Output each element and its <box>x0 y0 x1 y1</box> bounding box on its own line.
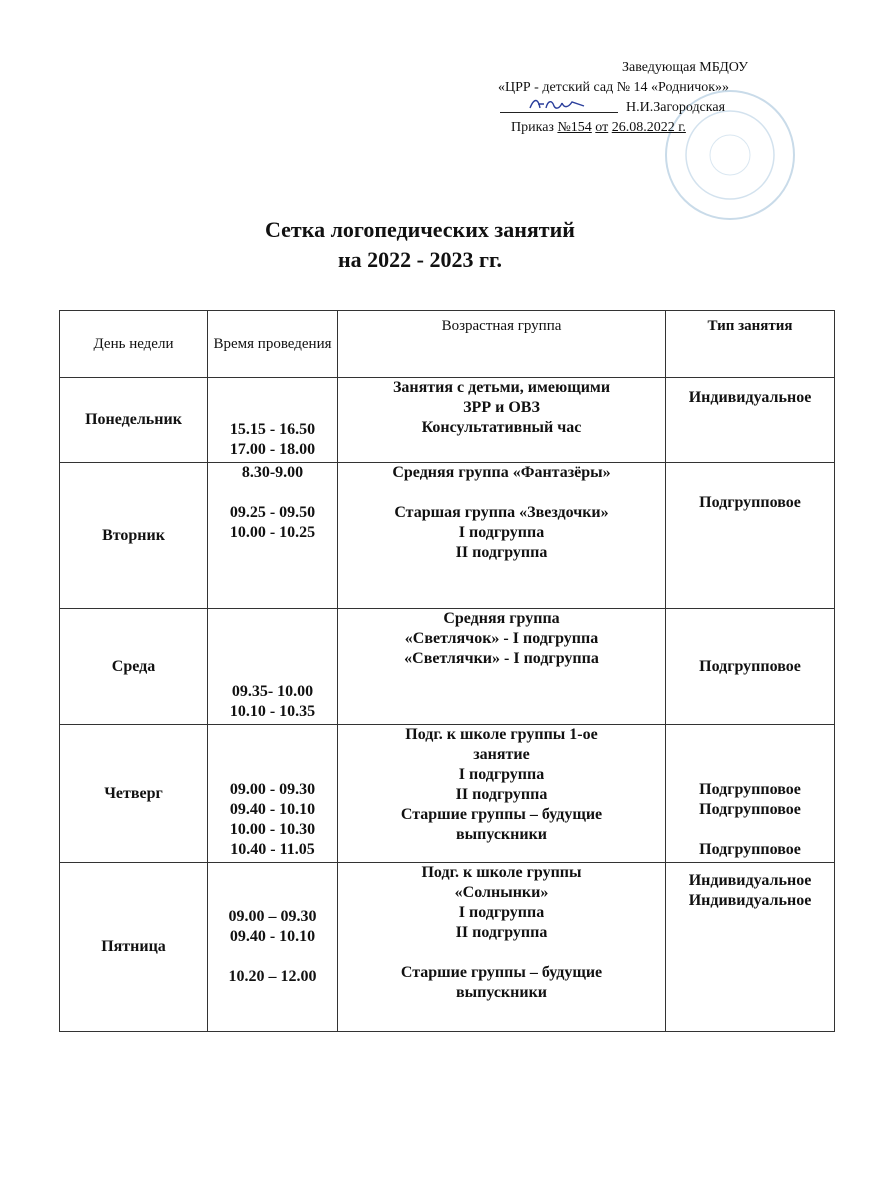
type-line: Индивидуальное <box>688 872 812 889</box>
type-cell <box>666 863 835 1032</box>
table-row <box>60 863 835 1032</box>
title-line-1: Сетка логопедических занятий <box>265 217 575 242</box>
group-line: выпускники <box>455 984 548 1001</box>
day-cell: Понедельник <box>60 378 208 463</box>
time-line: 10.40 - 11.05 <box>230 841 315 858</box>
order-from: от <box>595 120 609 135</box>
day-cell: Среда <box>60 609 208 725</box>
table-row <box>60 725 835 863</box>
type-line: Подгрупповое <box>699 801 801 818</box>
type-line: Подгрупповое <box>699 494 801 511</box>
time-cell <box>208 725 338 863</box>
approval-position: Заведующая МБДОУ <box>622 60 749 75</box>
group-line: II подгруппа <box>455 544 548 561</box>
schedule-table <box>59 310 835 1032</box>
group-line: II подгруппа <box>455 786 548 803</box>
group-cell <box>338 609 666 725</box>
group-line: Подг. к школе группы <box>421 864 582 881</box>
group-line: Занятия с детьми, имеющими <box>392 379 611 396</box>
group-cell <box>338 378 666 463</box>
day-cell: Вторник <box>60 463 208 609</box>
header-time: Время проведения <box>208 311 338 378</box>
time-line: 09.00 – 09.30 <box>228 908 317 925</box>
group-cell <box>338 725 666 863</box>
table-header-row <box>60 311 835 378</box>
group-line: Подг. к школе группы 1-ое <box>405 726 598 743</box>
group-line: Старшие группы – будущие <box>400 964 603 981</box>
type-line: Индивидуальное <box>688 389 812 406</box>
approval-block <box>470 58 800 138</box>
group-line: I подгруппа <box>458 524 545 541</box>
time-line: 8.30-9.00 <box>241 464 304 481</box>
approval-signature-line <box>470 98 800 118</box>
approval-institution: «ЦРР - детский сад № 14 «Родничок»» <box>498 80 730 95</box>
header-type: Тип занятия <box>666 311 835 378</box>
day-cell: Пятница <box>60 863 208 1032</box>
group-cell <box>338 863 666 1032</box>
group-line: «Светлячки» - I подгруппа <box>404 650 599 667</box>
approval-order <box>470 118 800 138</box>
time-cell <box>208 609 338 725</box>
time-line: 09.40 - 10.10 <box>229 801 316 818</box>
group-line: «Солнынки» <box>454 884 549 901</box>
group-line: Средняя группа «Фантазёры» <box>392 464 611 481</box>
time-line: 09.35- 10.00 <box>231 683 314 700</box>
group-line: «Светлячок» - I подгруппа <box>404 630 599 647</box>
time-cell <box>208 378 338 463</box>
type-line: Индивидуальное <box>688 892 812 909</box>
time-line: 15.15 - 16.50 <box>229 421 316 438</box>
group-line: Старшая группа «Звездочки» <box>394 504 609 521</box>
group-line: ЗРР и ОВЗ <box>463 399 540 416</box>
type-line: Подгрупповое <box>699 781 801 798</box>
order-date: 26.08.2022 г. <box>611 120 686 135</box>
group-line: I подгруппа <box>458 904 545 921</box>
group-cell <box>338 463 666 609</box>
time-line: 09.00 - 09.30 <box>229 781 316 798</box>
group-line: выпускники <box>455 826 548 843</box>
header-day: День недели <box>60 311 208 378</box>
header-group: Возрастная группа <box>338 311 666 378</box>
group-line: Средняя группа <box>443 610 560 627</box>
time-cell <box>208 863 338 1032</box>
time-line: 17.00 - 18.00 <box>229 441 316 458</box>
table-row <box>60 609 835 725</box>
group-line: занятие <box>473 746 530 763</box>
time-cell <box>208 463 338 609</box>
order-label: Приказ <box>511 120 554 135</box>
signature <box>500 98 618 113</box>
time-line: 09.40 - 10.10 <box>229 928 316 945</box>
type-cell <box>666 463 835 609</box>
type-cell <box>666 609 835 725</box>
time-line: 10.10 - 10.35 <box>229 703 316 720</box>
group-line: I подгруппа <box>458 766 545 783</box>
time-line: 10.20 – 12.00 <box>228 968 317 985</box>
time-line: 10.00 - 10.30 <box>229 821 316 838</box>
type-cell <box>666 725 835 863</box>
group-line: II подгруппа <box>455 924 548 941</box>
table-row <box>60 378 835 463</box>
order-number: №154 <box>557 120 592 135</box>
type-line: Подгрупповое <box>699 841 801 858</box>
signatory-name: Н.И.Загородская <box>626 100 726 115</box>
title-line-2: на 2022 - 2023 гг. <box>337 247 502 272</box>
group-line: Старшие группы – будущие <box>400 806 603 823</box>
time-line: 10.00 - 10.25 <box>229 524 316 541</box>
page-title <box>160 215 680 275</box>
time-line: 09.25 - 09.50 <box>229 504 316 521</box>
group-line: Консультативный час <box>421 419 582 436</box>
table-row <box>60 463 835 609</box>
type-cell <box>666 378 835 463</box>
type-line: Подгрупповое <box>699 657 801 675</box>
day-cell: Четверг <box>60 725 208 863</box>
